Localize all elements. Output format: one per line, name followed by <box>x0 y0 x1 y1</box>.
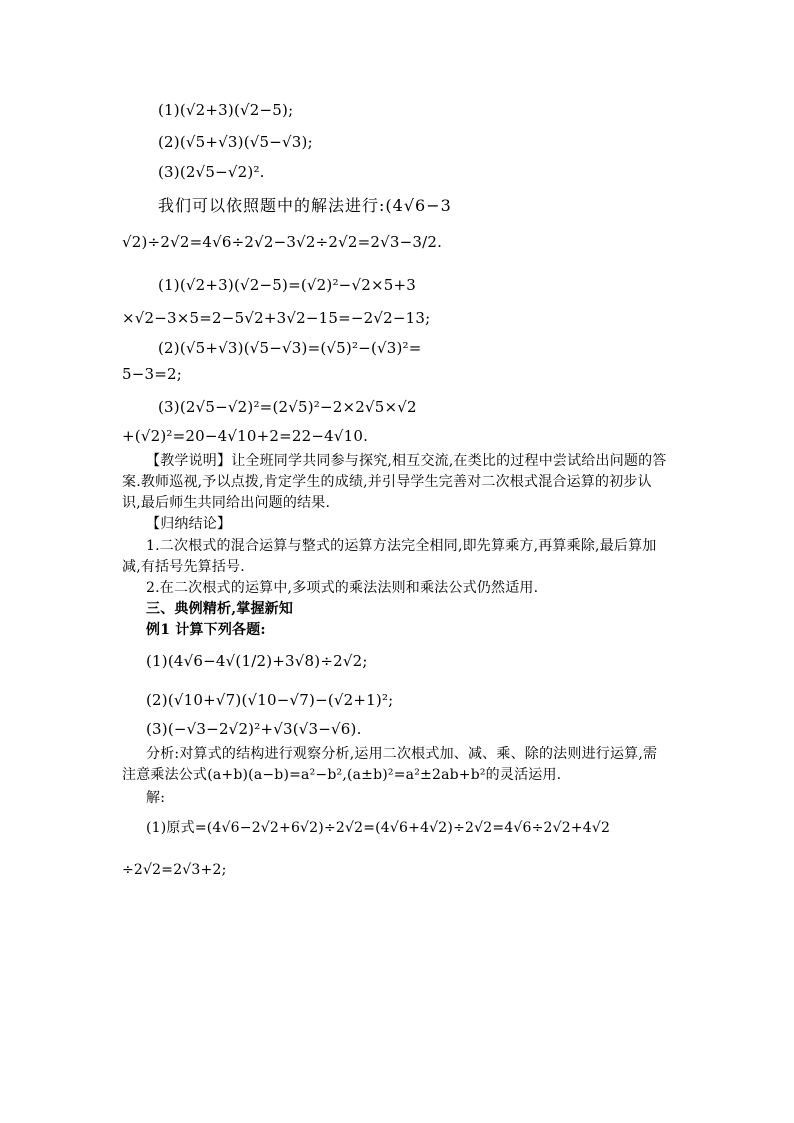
text-line: 【教学说明】让全班同学共同参与探究,相互交流,在类比的过程中尝试给出问题的答 <box>146 453 667 469</box>
text-line: ×√2−3×5=2−5√2+3√2−15=−2√2−13; <box>122 309 431 327</box>
text-line: (3)(−√3−2√2)²+√3(√3−√6). <box>146 720 362 738</box>
example-heading: 例1 计算下列各题: <box>146 622 266 638</box>
text-line: 减,有括号先算括号. <box>122 559 245 575</box>
text-line: (3)(2√5−√2)². <box>158 163 265 181</box>
text-line: (1)(√2+3)(√2−5); <box>158 101 294 119</box>
section-heading: 【归纳结论】 <box>146 516 232 532</box>
text-line: (1)(√2+3)(√2−5)=(√2)²−√2×5+3 <box>158 276 416 294</box>
text-line: (2)(√5+√3)(√5−√3)=(√5)²−(√3)²= <box>158 339 422 357</box>
text-line: (1)(4√6−4√(1/2)+3√8)÷2√2; <box>146 652 368 670</box>
text-line: (3)(2√5−√2)²=(2√5)²−2×2√5×√2 <box>158 398 417 416</box>
text-line: (1)原式=(4√6−2√2+6√2)÷2√2=(4√6+4√2)÷2√2=4√6÷2√2+4√2 <box>146 820 611 836</box>
text-line: 2.在二次根式的运算中,多项式的乘法法则和乘法公式仍然适用. <box>146 580 539 596</box>
text-line: ÷2√2=2√3+2; <box>122 862 227 878</box>
section-heading: 三、典例精析,掌握新知 <box>146 601 294 617</box>
text-line: 我们可以依照题中的解法进行:(4√6−3 <box>158 196 452 215</box>
text-line: 分析:对算式的结构进行观察分析,运用二次根式加、减、乘、除的法则进行运算,需 <box>146 746 658 762</box>
text-line: 注意乘法公式(a+b)(a−b)=a²−b²,(a±b)²=a²±2ab+b²的灵活运用. <box>122 767 562 783</box>
text-line: 1.二次根式的混合运算与整式的运算方法完全相同,即先算乘方,再算乘除,最后算加 <box>146 538 657 554</box>
text-line: (2)(√5+√3)(√5−√3); <box>158 133 313 151</box>
text-line: 案.教师巡视,予以点拨,肯定学生的成绩,并引导学生完善对二次根式混合运算的初步认 <box>122 474 652 490</box>
text-line: +(√2)²=20−4√10+2=22−4√10. <box>122 427 369 445</box>
text-line: (2)(√10+√7)(√10−√7)−(√2+1)²; <box>146 691 394 709</box>
text-line: 解: <box>146 790 166 806</box>
text-line: 识,最后师生共同给出问题的结果. <box>122 495 331 511</box>
text-line: 5−3=2; <box>122 365 183 383</box>
text-line: √2)÷2√2=4√6÷2√2−3√2÷2√2=2√3−3/2. <box>122 233 443 251</box>
